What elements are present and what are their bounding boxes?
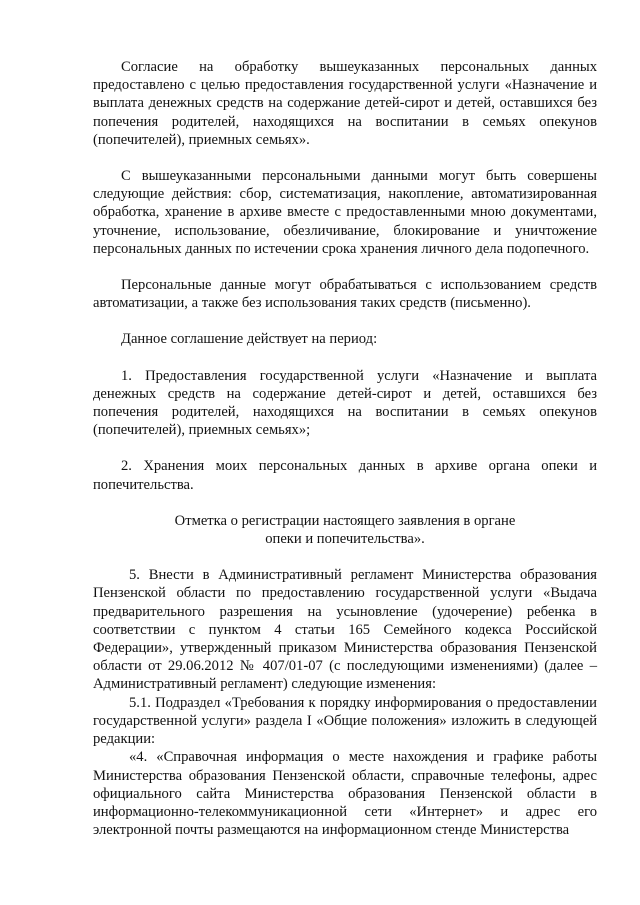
registration-mark-line-1: Отметка о регистрации настоящего заявления в органе bbox=[174, 512, 516, 529]
period-paragraph: Данное соглашение действует на период: bbox=[121, 331, 378, 348]
consent-paragraph: Согласие на обработку вышеуказанных персональных данных предоставлено с целью предоставления государственной услуги «Назначение и выплата денежных средств на содержание детей-сирот и детей, оставшихся без попечения родителей, находящихся на воспитании в семьях опекунов (попечителей), приемных семьях». bbox=[93, 59, 597, 148]
list-item-2: 2. Хранения моих персональных данных в архиве органа опеки и попечительства. bbox=[93, 458, 597, 493]
document-page bbox=[93, 58, 597, 839]
point-5-paragraph: 5. Внести в Административный регламент Министерства образования Пензенской области по предоставлению государственной услуги «Выдача предварительного разрешения на усыновление (удочерение) ребенка в соответствии с пунктом 4 статьи 165 Семейного кодекса Российской Федерации», утвержденный приказом Министерства образования Пензенской области от 29.06.2012 № 407/01-07 (с последующими изменениями) (далее – Административный регламент) следующие изменения: bbox=[93, 567, 597, 693]
point-4-quote-paragraph: «4. «Справочная информация о месте нахождения и графике работы Министерства образования Пензенской области, справочные телефоны, адрес официального сайта Министерства образования Пензенской области в информационно-телекоммуникационной сети «Интернет» и адрес его электронной почты размещаются на информационном стенде Министерства bbox=[93, 749, 597, 839]
actions-paragraph: С вышеуказанными персональными данными могут быть совершены следующие действия: сбор, систематизация, накопление, автоматизированная обработка, хранение в архиве вместе с предоставленными мною документами, уточнение, использование, обезличивание, блокирование и уничтожение персональных данных по истечении срока хранения личного дела подопечного. bbox=[93, 168, 597, 257]
point-5-1-paragraph: 5.1. Подраздел «Требования к порядку информирования о предоставлении государственной услуги» раздела I «Общие положения» изложить в следующей редакции: bbox=[93, 694, 597, 748]
registration-mark-line-2: опеки и попечительства». bbox=[265, 531, 425, 548]
list-item-1: 1. Предоставления государственной услуги «Назначение и выплата денежных средств на содержание детей-сирот и детей, оставшихся без попечения родителей, находящихся на воспитании в семьях опекунов (попечителей), приемных семьях»; bbox=[93, 367, 597, 439]
registration-mark bbox=[93, 512, 597, 548]
processing-paragraph: Персональные данные могут обрабатываться с использованием средств автоматизации, а также без использования таких средств (письменно). bbox=[93, 277, 597, 312]
